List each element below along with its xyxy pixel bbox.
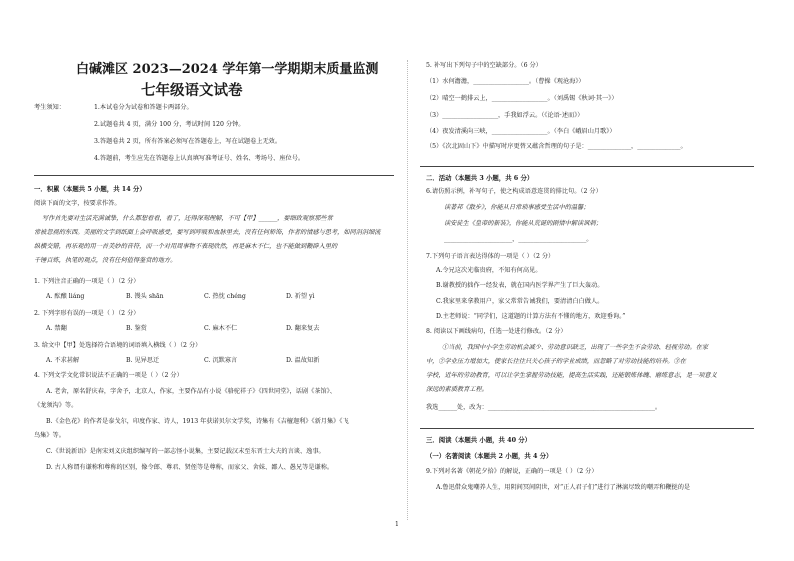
option: C. 沉默寡言 (204, 357, 238, 364)
section-1-heading: 一．积累（本题共 5 小题，共 14 分） (34, 185, 146, 193)
example-line: 读安徒生《皇帝的新装》，你能从荒诞的剧情中解读讽刺； (444, 220, 602, 227)
passage-line: 纵横交错，再乐观的用一首美妙的音符，而一个对用周事物不表现欣然，再是麻木不仁，也不能做到鞭辟入里的 (34, 243, 338, 250)
column-divider (407, 60, 408, 520)
option: B. 鉴赏 (126, 325, 147, 332)
exam-title: 白碱滩区 2023—2024 学年第一学期期末质量监测 (76, 62, 379, 77)
exam-subtitle: 七年级语文试卷 (141, 82, 243, 99)
option: A.鲁迅借众鬼嘲养人生，用阴间冥间阴世，对“正人君子们”进行了淋漓尽致的嘲弄和鞭挞的是 (436, 484, 691, 491)
notice-line: 4.答题前，考生应先在答题卷上认真填写准考证号、姓名、考场号、座位号。 (94, 155, 305, 162)
option: D. 祈望 yì (286, 293, 315, 300)
option-continued: 《龙须沟》等。 (34, 402, 78, 409)
subsection-heading: （一）名著阅读（本题共 2 小题，共 4 分） (426, 452, 553, 460)
fill-line: （4）夜发清溪向三峡，__________________。（李白《峨眉山月歌》） (426, 128, 616, 135)
fill-line: （1）水何澹澹，__________________。（曹操《观沧海》） (426, 78, 585, 85)
passage-line: 中，②学业压力增加大，使家长往往只关心孩子的学业成绩，而忽略了对劳动技能的培养。③在 (426, 358, 686, 365)
example-line: 读著邦《散步》，你能从日常琐事感受生活中的温馨； (444, 204, 590, 211)
option: C. 麻木不仁 (204, 325, 238, 332)
question-2: 2. 下列字形有误的一项是（ ）（2 分） (34, 310, 140, 317)
option: D. 翻来复去 (286, 325, 320, 332)
question-7: 7.下列句子语言表达得体的一项是（ ）（2 分） (426, 253, 555, 260)
page-number: 1 (395, 521, 399, 528)
option-continued: 鸟集》等。 (34, 432, 65, 439)
passage-line: 深远的素质教育工程。 (426, 386, 488, 393)
question-5: 5. 补写出下列句子中的空缺部分。（6 分） (426, 62, 542, 69)
option: B. 见异思迁 (126, 357, 160, 364)
option: A.令兄这次光临贵府，不知有何高见。 (436, 267, 542, 274)
question-3: 3. 给文中【甲】处选择符合语境的词语填入横线（ ）（2 分） (34, 342, 202, 349)
passage-line: 学校，近年的劳动教育，可以让学生掌握劳动技能，提高生活实践，还能锻炼体魄、磨练意志，是一项意义 (426, 372, 717, 379)
notice-line: 2.试题卷共 4 页，满分 100 分，考试时间 120 分钟。 (94, 121, 245, 128)
option: A. 禁翻 (46, 325, 67, 332)
passage-line: 写作首先要对生活充满诚挚，什么都想看看，看了，还得深刻理解，不可【甲】______，要细致观察那些常 (42, 215, 333, 222)
fill-line: （5）《次北固山下》中描写时序更替又蕴含哲理的句子是：______________，______________。 (426, 143, 687, 150)
instruction: 阅读下面的文字，按要求作答。 (34, 200, 121, 207)
answer-line: 我选______处，改为：______________________________________________________。 (426, 404, 662, 411)
option: C.《世说新语》是南宋刘义庆组织编写的一部志怪小说集，主要记载汉末至东晋士大夫的言谈、逸事。 (46, 448, 325, 455)
passage-line: 千锤百炼，执笔的观点，没有任何值得鉴赏的地方。 (34, 257, 177, 264)
option: B.《金色花》的作者是泰戈尔，印度作家、诗人，1913 年获诺贝尔文学奖，诗集有《吉檀迦利》《新月集》《飞 (46, 418, 349, 425)
fill-line: （3）__________________，手我如浮云。（《论语·述而》） (426, 112, 584, 119)
option: B.谢教授的拙作一经发表，就在国内医学界产生了巨大轰动。 (436, 282, 604, 289)
section-3-heading: 三．阅读（本题共 小题，共 40 分） (426, 436, 532, 444)
option: D.主老师说：“同学们，这道题的计算方法有不懂的地方，欢迎垂询。” (436, 313, 626, 320)
option: A. 酝酿 liáng (46, 293, 85, 300)
notice-line: 3.答题卷共 2 页，所有答案必须写在答题卷上，写在试题卷上无效。 (94, 138, 282, 145)
fill-line: （2）晴空一鹤排云上，__________________。（刘禹锡《秋词·其一》） (426, 95, 618, 102)
section-divider (34, 175, 394, 176)
section-2-heading: 二．活动（本题共 3 小题，共 6 分） (426, 174, 534, 182)
passage-line: 常被忽视的东西。美丽的文字到纸面上会呼吸感受，要写到呼吸和血脉里去，没有任何矫饰，作者的情感与思考，如同涓涓细流 (34, 229, 381, 236)
option: B. 馒头 shān (126, 293, 164, 300)
option: A. 老舍，原名舒庆春，字舍予，北京人，作家，主要作品有小说《骆驼祥子》《四世同堂》，话剧《茶馆》、 (46, 388, 336, 395)
question-4: 4. 下列文学文化常识说法不正确的一项是（ ）（2 分） (34, 372, 183, 379)
option: C. 热忱 chéng (204, 293, 246, 300)
question-6: 6.请仿照示例，补写句子，使之构成语意连贯的排比句。（2 分） (426, 188, 602, 195)
question-1: 1. 下列注音正确的一项是（ ）（2 分） (34, 278, 140, 285)
option: A. 不求甚解 (46, 357, 80, 364)
option: D. 古人称谓有谦称和尊称的区别，像令郎、尊君、贤侄等是尊称，而家父、舍妹、鄙人、愚兄等是谦称。 (46, 464, 334, 471)
question-8: 8. 阅读以下画线病句，任选一处进行修改。（2 分） (426, 328, 567, 335)
notice-line: 1.本试卷分为试卷和答题卡两部分。 (94, 104, 193, 111)
section-divider (420, 166, 754, 167)
section-divider (420, 428, 754, 429)
answer-line: ______________________，______________________。 (444, 236, 593, 243)
option: D. 温故知新 (286, 357, 320, 364)
notice-label: 考生须知： (34, 104, 65, 111)
passage-line: ①当前，我国中小学生劳动机会减少、劳动意识缺乏，出现了一些学生不会劳动、轻视劳动。在家 (442, 344, 709, 351)
question-9: 9.下列对名著《朝花夕拾》的解说，正确的一项是（ ）（2 分） (426, 468, 598, 475)
option: C.我家里来拿教用户，家父常常告诫我们，要清清白白做人。 (436, 298, 604, 305)
